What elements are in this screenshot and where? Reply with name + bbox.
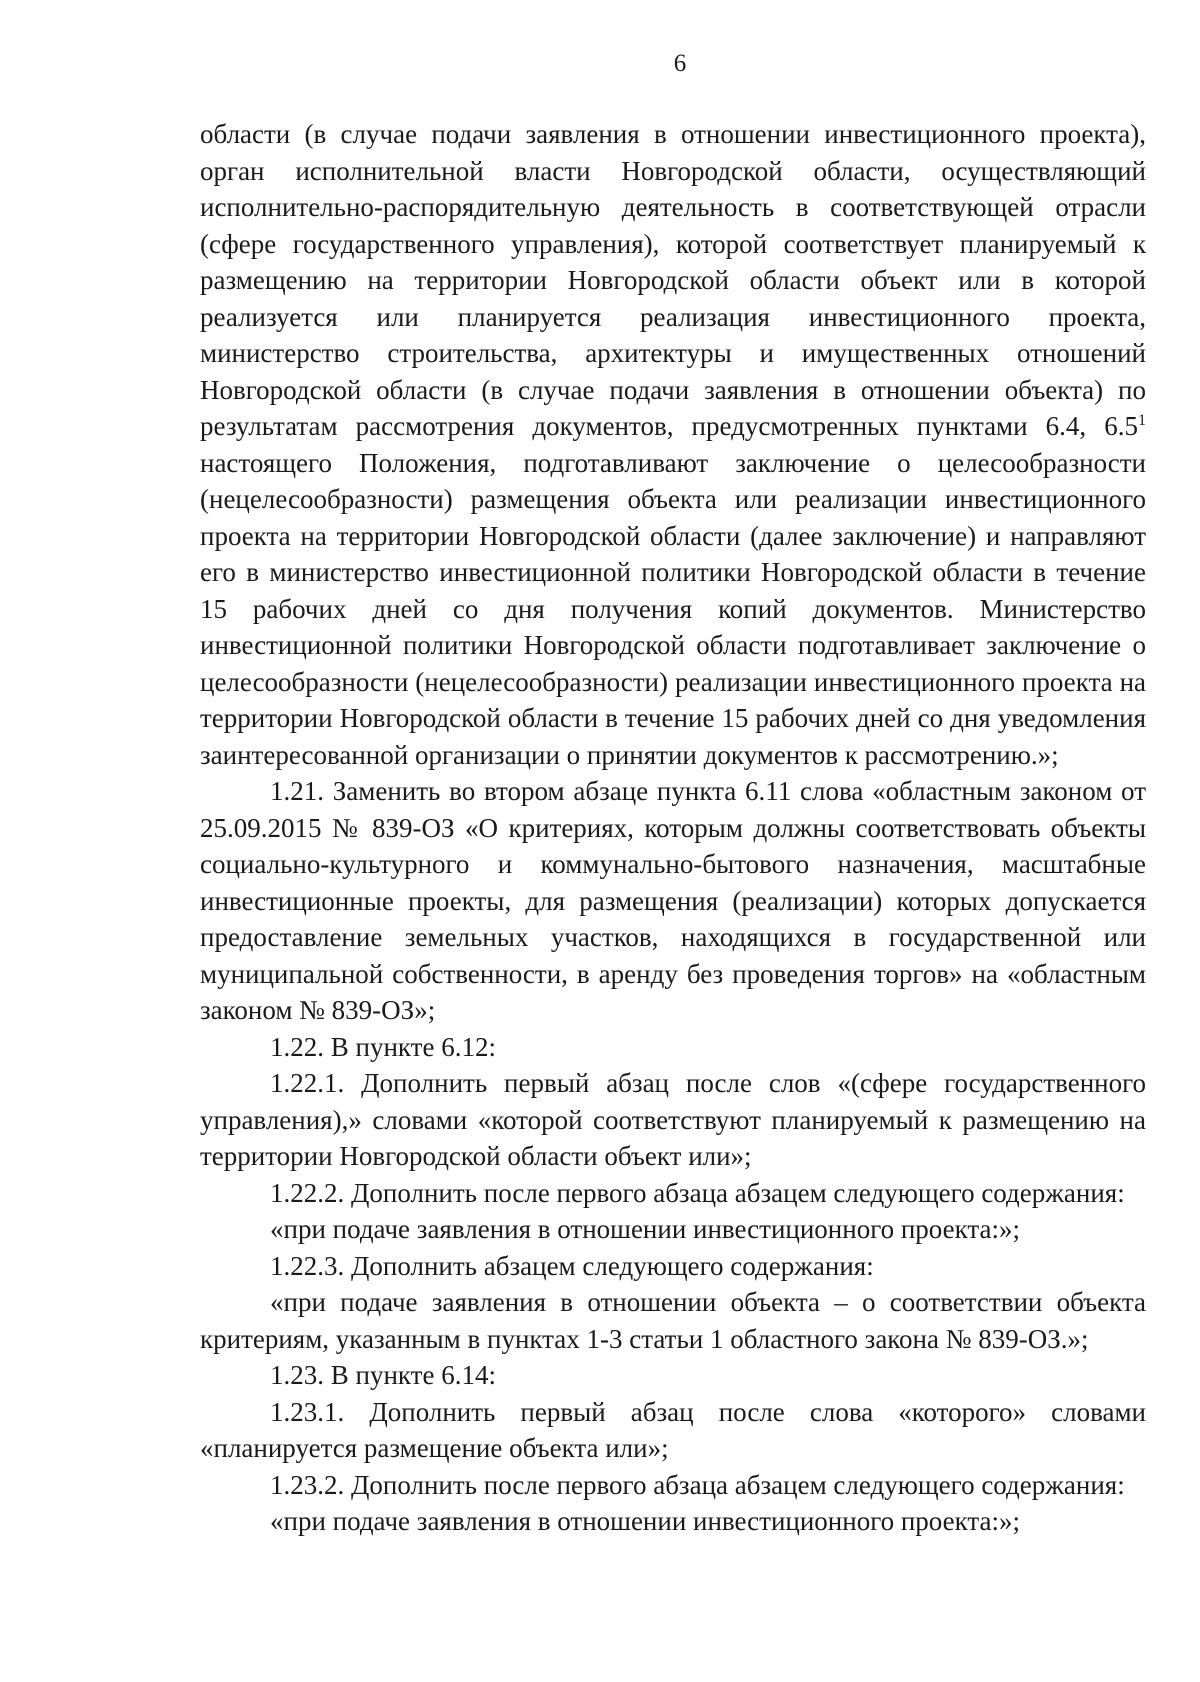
- paragraph-1-21: 1.21. Заменить во втором абзаце пункта 6.11 слова «областным законом от 25.09.2015 № 839-ОЗ «О критериях, которым должны соответствовать объекты социально-культурного и коммунально-бытового назначения, масштабные инвестиционные проекты, для размещения (реализации) которых допускается предоставление земельных участков, находящихся в государственной или муниципальной собственности, в аренду без проведения торгов» на «областным законом № 839-ОЗ»;: [200, 776, 1146, 1025]
- paragraph-text-tail: настоящего Положения, подготавливают заключение о целесообразности (нецелесообразности) размещения объекта или реализации инвестиционного проекта на территории Новгородской области (далее заключение) и направляют его в министерство инвестиционной политики Новгородской области в течение 15 рабочих дней со дня получения копий документов. Министерство инвестиционной политики Новгородской области подготавливает заключение о целесообразности (нецелесообразности) реализации инвестиционного проекта на территории Новгородской области в течение 15 рабочих дней со дня уведомления заинтересованной организации о принятии документов к рассмотрению.»;: [200, 447, 1146, 770]
- paragraph-1-22-3: 1.22.3. Дополнить абзацем следующего содержания:: [270, 1250, 874, 1281]
- paragraph-1-22: 1.22. В пункте 6.12:: [270, 1031, 496, 1062]
- paragraph-quote-investment-2: «при подаче заявления в отношении инвестиционного проекта:»;: [270, 1506, 1020, 1536]
- footnote-superscript: 1: [1138, 412, 1146, 429]
- paragraph-1-22-2: 1.22.2. Дополнить после первого абзаца абзацем следующего содержания:: [270, 1177, 1125, 1208]
- paragraph-text: области (в случае подачи заявления в отношении инвестиционного проекта), орган исполнительной власти Новгородской области, осуществляющий исполнительно-распорядительную деятельность в соответствующей отрасли (сфере государственного управления), которой соответствует планируемый к размещению на территории Новгородской области объект или в которой реализуется или планируется реализация инвестиционного проекта, министерство строительства, архитектуры и имущественных отношений Новгородской области (в случае подачи заявления в отношении объекта) по результатам рассмотрения документов, предусмотренных пунктами 6.4, 6.5: [200, 119, 1146, 441]
- document-body: [200, 116, 1146, 1540]
- paragraph-1-23-2: 1.23.2. Дополнить после первого абзаца абзацем следующего содержания:: [270, 1469, 1125, 1500]
- paragraph-continuation: [200, 116, 1146, 773]
- paragraph-quote-investment: «при подаче заявления в отношении инвестиционного проекта:»;: [270, 1214, 1020, 1244]
- paragraph-1-23: 1.23. В пункте 6.14:: [270, 1360, 496, 1390]
- paragraph-quote-object: «при подаче заявления в отношении объекта – о соответствии объекта критериям, указанным в пунктах 1-3 статьи 1 областного закона № 839-ОЗ.»;: [200, 1287, 1146, 1354]
- paragraph-1-22-1: 1.22.1. Дополнить первый абзац после слов «(сфере государственного управления),» словами «которой соответствуют планируемый к размещению на территории Новгородской области объект или»;: [200, 1068, 1146, 1171]
- paragraph-1-23-1: 1.23.1. Дополнить первый абзац после слова «которого» словами «планируется размещение объекта или»;: [200, 1396, 1146, 1463]
- page-number: 6: [673, 50, 687, 77]
